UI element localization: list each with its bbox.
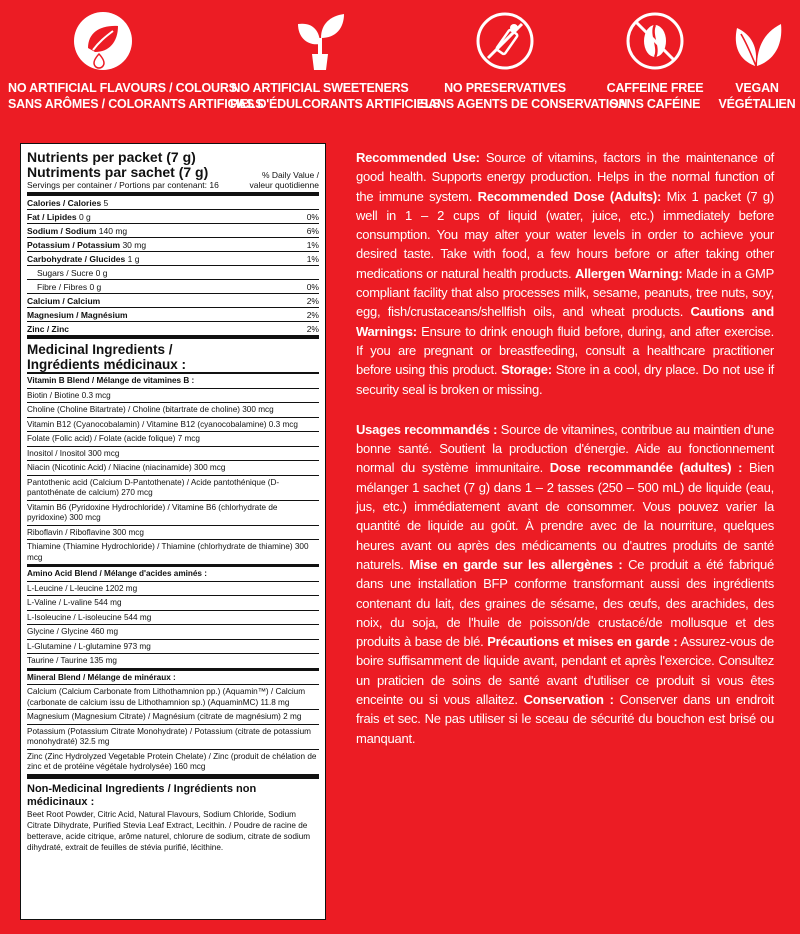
ingredient-row: Inositol / Inositol 300 mcg	[27, 447, 319, 462]
sprout-icon	[290, 10, 350, 72]
nutrient-amount: 5	[103, 197, 109, 208]
ingredient-row: L-Glutamine / L-glutamine 973 mg	[27, 640, 319, 655]
no-coffee-bean-icon	[624, 10, 686, 72]
dv-header-fr: valeur quotidienne	[249, 180, 319, 190]
nutrient-row	[27, 196, 319, 210]
nutrient-table	[27, 196, 319, 335]
daily-value-header	[250, 170, 319, 190]
nutrient-label: Zinc / Zinc	[27, 323, 70, 334]
section-heading: Recommended Use:	[356, 150, 480, 165]
nutrients-title-en: Nutrients per packet (7 g)	[27, 149, 196, 165]
mineral-header: Mineral Blend / Mélange de minéraux :	[27, 669, 319, 686]
ingredient-row: L-Valine / L-valine 544 mg	[27, 596, 319, 611]
nutrient-dv: 0%	[306, 281, 319, 292]
nutrient-amount: 1 g	[127, 253, 140, 264]
section-text: Source of vitamins, factors in the maintenance of good health. Supports energy production. Helps in the normal function of the immune system.	[356, 150, 775, 204]
section-text: Ensure to drink enough fluid before, during, and after exercise. If you are pregnant or breastfeeding, consult a healthcare practitioner before using this product.	[356, 323, 774, 378]
nutrient-label: Fat / Lipides	[27, 211, 77, 222]
nutrient-dv: 2%	[306, 295, 319, 306]
ingredient-row: Zinc (Zinc Hydrolyzed Vegetable Protein Chelate) / Zinc (produit de chélation de zinc et de protéine végétale hydrolysée) 160 mcg	[27, 750, 319, 775]
nutrient-row	[27, 322, 319, 335]
nutrient-dv: 2%	[306, 323, 319, 334]
vitamin-b-header: Vitamin B Blend / Mélange de vitamines B :	[27, 372, 319, 389]
badge-label-en: NO PRESERVATIVES	[444, 81, 566, 95]
nutrient-row	[27, 308, 319, 322]
vegan-leaf-icon	[729, 10, 785, 72]
badge-label-fr: SANS AGENTS DE CONSERVATION	[420, 97, 628, 111]
nutrient-row	[27, 252, 319, 266]
ingredient-row: L-Isoleucine / L-isoleucine 544 mg	[27, 611, 319, 626]
nutrient-dv: 1%	[306, 253, 319, 264]
ingredient-row: Taurine / Taurine 135 mg	[27, 654, 319, 669]
nutrient-row	[27, 266, 319, 280]
non-medicinal-title: Non-Medicinal Ingredients / Ingrédients non médicinaux :	[27, 782, 257, 808]
nutrient-amount: 30 mg	[122, 239, 147, 250]
badge-caffeine-free	[600, 10, 710, 112]
ingredient-row: L-Leucine / L-leucine 1202 mg	[27, 582, 319, 597]
section-text: Mix 1 packet (7 g) well in 1 – 2 cups of liquid (water, juice, etc.) immediately before consumption. You may alter your water levels in order to achieve your desired taste. Take with food, a few hours before or after taking other medications or natural health products.	[356, 188, 774, 281]
badge-no-artificial-flavours	[8, 10, 264, 112]
nutrient-row	[27, 210, 319, 224]
nutrient-label: Sodium / Sodium	[27, 225, 97, 236]
ingredient-row: Pantothenic acid (Calcium D-Pantothenate) / Acide pantothénique (D-pantothénate de calcium) 270 mcg	[27, 476, 319, 501]
ingredient-row: Niacin (Nicotinic Acid) / Niacine (niacinamide) 300 mcg	[27, 461, 319, 476]
directions-text	[356, 148, 774, 748]
nutrient-amount: 0 g	[89, 281, 102, 292]
ingredient-row: Thiamine (Thiamine Hydrochloride) / Thiamine (chlorhydrate de thiamine) 300 mcg	[27, 540, 319, 565]
ingredient-row: Glycine / Glycine 460 mg	[27, 625, 319, 640]
ingredient-row: Calcium (Calcium Carbonate from Lithothamnion pp.) (Aquamin™) / Calcium (carbonate de calcium issu de Lithothamnion sp.) (AquaminMC) 11.8 mg	[27, 685, 319, 710]
nutrient-row	[27, 238, 319, 252]
nutrient-row	[27, 280, 319, 294]
badge-label-fr: SANS CAFÉINE	[609, 97, 701, 111]
servings-text: Servings per container / Portions par contenant: 16	[27, 180, 219, 190]
nutrient-row	[27, 294, 319, 308]
section-text: Ce produit a été fabriqué dans une installation BFP conforme transformant aussi des ingrédients contenant du lait, des graines de sésame, des œufs, des arachides, des noix, du soja, de l'huile de poisson/de crustacé/de mollusque et des produits à base de blé.	[356, 556, 774, 650]
badge-no-preservatives	[420, 10, 628, 112]
ingredient-row: Choline (Choline Bitartrate) / Choline (bitartrate de choline) 300 mcg	[27, 403, 319, 418]
section-heading: Cautions and Warnings:	[356, 304, 774, 339]
nutrient-amount: 0 g	[95, 267, 108, 278]
badge-label-en: NO ARTIFICIAL SWEETENERS	[231, 81, 409, 95]
section-heading: Mise en garde sur les allergènes :	[409, 556, 623, 572]
section-text: Bien mélanger 1 sachet (7 g) dans 1 – 2 tasses (250 – 500 mL) de liquide (eau, jus, etc.) immédiatement avant de consommer. Vous pouvez varier la quantité de liquide au goût. À prendre avec de la nourriture, quelques heures avant ou après des médicaments ou d'autres produits de santé naturels.	[356, 460, 775, 572]
dv-header-en: % Daily Value /	[261, 170, 319, 180]
french-directions	[356, 420, 774, 748]
english-directions	[356, 148, 774, 399]
section-heading: Storage:	[501, 362, 552, 378]
nutrient-label: Calories / Calories	[27, 197, 102, 208]
section-text: Made in a GMP compliant facility that also processes milk, sesame, peanuts, tree nuts, soy, egg, fish/crustaceans/shellfish oils, and wheat products.	[356, 265, 774, 320]
ingredient-row: Riboflavin / Riboflavine 300 mcg	[27, 526, 319, 541]
nutrient-dv: 2%	[306, 309, 319, 320]
section-heading: Recommended Dose (Adults):	[477, 188, 662, 204]
section-heading: Allergen Warning:	[574, 265, 683, 281]
nutrients-title-fr: Nutriments par sachet (7 g)	[27, 164, 209, 180]
nutrient-label: Magnesium / Magnésium	[27, 309, 128, 320]
ingredient-row: Magnesium (Magnesium Citrate) / Magnésium (citrate de magnésium) 2 mg	[27, 710, 319, 725]
nutrient-dv: 6%	[306, 225, 319, 236]
section-heading: Dose recommandée (adultes) :	[549, 460, 743, 476]
ingredient-row: Biotin / Biotine 0.3 mcg	[27, 389, 319, 404]
nutrient-dv: 0%	[306, 211, 319, 222]
section-text: Assurez-vous de boire suffisamment de liquide avant, pendant et après l'exercice. Consultez un praticien de soins de santé avant d'utiliser ce produit si vous êtes enceinte ou si vous allaitez.	[356, 634, 774, 708]
medicinal-title-fr: Ingrédients médicinaux :	[27, 357, 187, 372]
section-heading: Conservation :	[523, 692, 614, 708]
medicinal-title-en: Medicinal Ingredients /	[27, 342, 173, 357]
ingredient-row: Vitamin B6 (Pyridoxine Hydrochloride) / Vitamine B6 (chlorhydrate de pyridoxine) 300 mcg	[27, 501, 319, 526]
ingredient-row: Folate (Folic acid) / Folate (acide folique) 7 mcg	[27, 432, 319, 447]
badge-label-fr: VÉGÉTALIEN	[718, 97, 796, 111]
nutrient-label: Potassium / Potassium	[27, 239, 121, 250]
section-text: Conserver dans un endroit frais et sec. Ne pas utiliser si le sceau de sécurité du bouchon est brisé ou manquant.	[356, 692, 775, 746]
section-text: Store in a cool, dry place. Do not use if security seal is broken or missing.	[356, 362, 774, 397]
section-heading: Usages recommandés :	[356, 421, 498, 437]
nutrient-amount: 0 g	[78, 211, 91, 222]
badge-label-en: CAFFEINE FREE	[606, 81, 704, 95]
badge-vegan	[712, 10, 800, 112]
nutrient-amount: 140 mg	[98, 225, 128, 236]
badge-row	[0, 0, 800, 130]
badge-label-fr: SANS ARÔMES / COLORANTS ARTIFICIELS	[8, 97, 264, 111]
badge-label-en: VEGAN	[735, 81, 779, 95]
section-heading: Précautions et mises en garde :	[487, 634, 678, 650]
no-preservatives-icon	[474, 10, 536, 72]
badge-label-fr: PAS D'ÉDULCORANTS ARTIFICIELS	[230, 97, 441, 111]
ingredient-row: Potassium (Potassium Citrate Monohydrate) / Potassium (citrate de potassium monohydraté) 32.5 mg	[27, 725, 319, 750]
nutrient-dv: 1%	[306, 239, 319, 250]
nutrition-panel	[20, 143, 326, 920]
section-text: Source de vitamines, contribue au maintien d'une bonne santé. Soutient la production d'énergie. Aide au fonctionnement normal du système immunitaire.	[356, 421, 775, 476]
leaf-drop-icon	[73, 10, 133, 72]
badge-no-sweeteners	[230, 10, 441, 112]
ingredient-row: Vitamin B12 (Cyanocobalamin) / Vitamine B12 (cyanocobalamine) 0.3 mcg	[27, 418, 319, 433]
non-medicinal-text: Beet Root Powder, Citric Acid, Natural Flavours, Sodium Chloride, Sodium Citrate Dihydrate, Purified Stevia Leaf Extract, Lecithin. / Poudre de racine de betterave, acide citrique, arôme naturel, chlorure de sodium, citrate de sodium dihydraté, extrait de feuilles de stévia purifié, lécithine.	[27, 809, 311, 852]
nutrient-row	[27, 224, 319, 238]
nutrient-label: Fibre / Fibres	[37, 281, 88, 292]
amino-acid-header: Amino Acid Blend / Mélange d'acides aminés :	[27, 565, 319, 582]
nutrient-label: Calcium / Calcium	[27, 295, 101, 306]
badge-label-en: NO ARTIFICIAL FLAVOURS / COLOURS	[8, 81, 237, 95]
nutrient-label: Carbohydrate / Glucides	[27, 253, 126, 264]
nutrient-label: Sugars / Sucre	[37, 267, 94, 278]
